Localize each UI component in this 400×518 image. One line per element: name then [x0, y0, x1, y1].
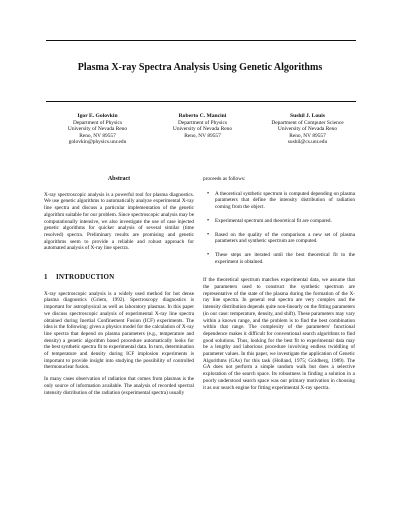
author-dept: Department of Computer Science: [271, 119, 344, 126]
author-dept: Department of Physics: [177, 119, 228, 126]
author-email: golovkin@physics.unr.edu: [68, 139, 127, 146]
author-inst: University of Nevada Reno: [172, 126, 233, 133]
author-name: Roberto C. Mancini: [178, 113, 227, 119]
author-city: Reno, NV 89557: [289, 132, 326, 139]
right-column: [203, 176, 355, 396]
section-number: 1: [44, 273, 48, 282]
section-heading: [44, 274, 194, 281]
abstract-heading: Abstract: [107, 176, 131, 182]
intro-paragraph-2: In many cases observation of radiation that comes from plasmas is the only source of information available. The analysis of recorded spectral intensity distribution of the radiation (experimental spectra) usually: [44, 376, 194, 396]
title-rule-top: [46, 40, 356, 41]
abstract-text: X-ray spectroscopic analysis is a powerful tool for plasma diagnostics. We use genetic algorithms to automatically analyze experimental X-ray line spectra and discuss a particular implementation of the genetic algorithm suitable for our problem. Since spectroscopic analysis may be computationally intensive, we also investigate the use of case injected genetic algorithms for quicker analysis of several similar (time resolved) spectra. Preliminary results are promising and genetic algorithms seem to provide a reliable and robust approach for automated analysis of X-ray line spectra.: [44, 191, 194, 252]
author-3: [255, 113, 360, 146]
left-column: [44, 176, 194, 401]
section-title: INTRODUCTION: [56, 273, 115, 282]
author-dept: Department of Physics: [72, 119, 123, 126]
author-2: [150, 113, 255, 146]
author-name: Igor E. Golovkin: [77, 113, 118, 119]
author-inst: University of Nevada Reno: [277, 126, 338, 133]
title-rule-bottom: [46, 101, 356, 102]
intro-paragraph-3: If the theoretical spectrum matches experimental data, we assume that the parameters used to construct the synthetic spectrum are representative of the state of the plasma during the formation of the X-ray line spectra. In general real spectra are very complex and the intensity distribution depends quite non-linearly on the fitting parameters (in our case: temperature, density, and shift). These parameters may vary within a known range, and the problem is to find the best combination within that range. The complexity of the parameters' functional dependence makes it difficult for conventional search algorithms to find good solutions. Thus, looking for the best fit to experimental data may be a lengthy and laborious procedure involving endless twiddling of parameter values. In this paper, we investigate the application of Genetic Algorithms (GAs) for this task (Holland, 1975; Goldberg, 1989). The GA does not perform a simple random walk but does a selective exploration of the search space. Its robustness in finding a solution in a poorly understood search space was our primary motivation in choosing it as our search engine for fitting experimental X-ray spectra.: [203, 277, 355, 391]
paper-title: Plasma X-ray Spectra Analysis Using Genetic Algorithms: [77, 62, 323, 73]
author-email: sushil@cs.unr.edu: [287, 139, 328, 146]
right-lead-text: proceeds as follows:: [203, 176, 246, 182]
author-city: Reno, NV 89557: [79, 132, 116, 139]
list-item: • Based on the quality of the comparison a new set of plasma parameters and synthetic spectrum are computed.: [215, 232, 355, 245]
intro-paragraph-1: X-ray spectroscopic analysis is a widely used method for hot dense plasma diagnostics (Griem, 1992). Spectroscopy diagnostics is important for astrophysical as well as laboratory plasmas. In this paper we discuss spectroscopic analysis of experimental X-ray line spectra obtained during Inertial Confinement Fusion (ICF) experiments. The idea is the following: given a physics model for the calculation of X-ray line spectra that depend on plasma parameters (e.g., temperature and density) a genetic algorithm based procedure automatically looks for the best synthetic spectra fit to experimental data. In turn, determination of temperature and density during ICF implosion experiments is important to provide insight into studying the possibility of controlled thermonuclear fusion.: [44, 290, 194, 371]
procedure-list: [203, 191, 355, 266]
author-block: [45, 113, 360, 146]
author-city: Reno, NV 89557: [184, 132, 221, 139]
author-1: [45, 113, 150, 146]
author-inst: University of Nevada Reno: [67, 126, 128, 133]
list-item: • A theoretical synthetic spectrum is computed depending on plasma parameters that define the intensity distribution of radiation coming from the object.: [215, 191, 355, 211]
author-name: Sushil J. Louis: [290, 113, 325, 119]
list-item: • Experimental spectrum and theoretical fit are compared.: [215, 218, 355, 225]
list-item: • These steps are iterated until the best theoretical fit to the experiment is obtained.: [215, 252, 355, 265]
